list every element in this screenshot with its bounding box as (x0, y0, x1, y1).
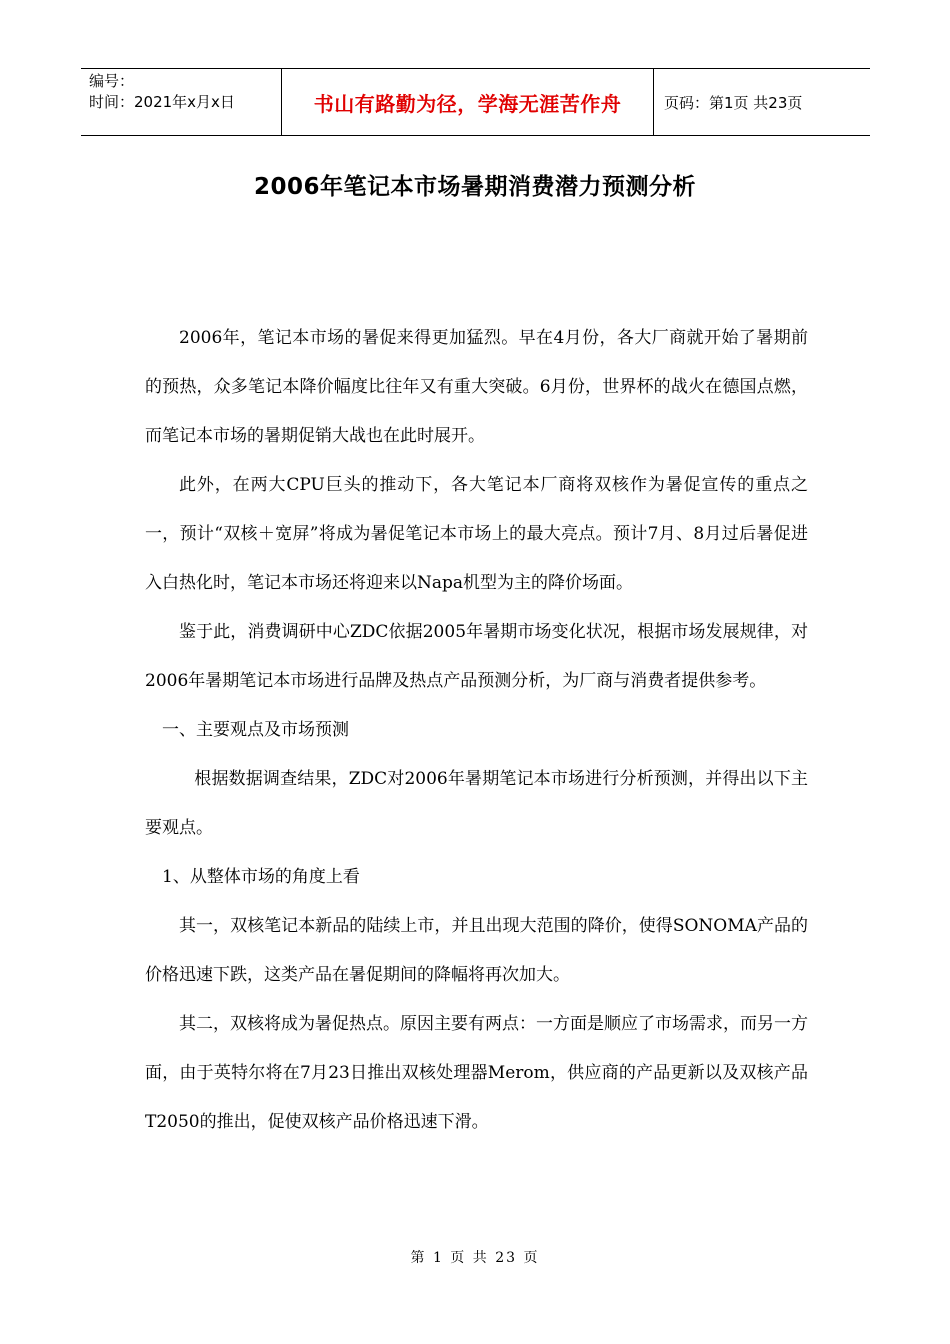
paragraph: 2006年，笔记本市场的暑促来得更加猛烈。早在4月份，各大厂商就开始了暑期前的预热，众多笔记本降价幅度比往年又有重大突破。6月份，世界杯的战火在德国点燃，而笔记本市场的暑期促销大战也在此时展开。 (145, 328, 808, 446)
document-header (81, 68, 870, 136)
paragraph: 其二，双核将成为暑促热点。原因主要有两点：一方面是顺应了市场需求，而另一方面，由于英特尔将在7月23日推出双核处理器Merom，供应商的产品更新以及双核产品T2050的推出，促使双核产品价格迅速下滑。 (145, 1014, 808, 1132)
paragraph: 鉴于此，消费调研中心ZDC依据2005年暑期市场变化状况，根据市场发展规律，对2006年暑期笔记本市场进行品牌及热点产品预测分析，为厂商与消费者提供参考。 (145, 622, 808, 691)
document-date-label: 时间：2021年x月x日 (89, 93, 235, 111)
document-title: 2006年笔记本市场暑期消费潜力预测分析 (253, 174, 696, 200)
subsection-heading: 1、从整体市场的角度上看 (162, 867, 360, 887)
page-footer: 第 1 页 共 23 页 (410, 1250, 540, 1266)
header-page-info: 页码：第1页 共23页 (664, 93, 803, 112)
paragraph: 其一，双核笔记本新品的陆续上市，并且出现大范围的降价，使得SONOMA产品的价格迅速下跌，这类产品在暑促期间的降幅将再次加大。 (145, 916, 808, 985)
header-motto: 书山有路勤为径，学海无涯苦作舟 (281, 69, 654, 135)
paragraph: 根据数据调查结果，ZDC对2006年暑期笔记本市场进行分析预测，并得出以下主要观点。 (145, 769, 808, 838)
document-body (145, 314, 808, 1147)
header-meta-cell (81, 69, 281, 135)
section-heading: 一、主要观点及市场预测 (162, 720, 349, 740)
paragraph: 此外，在两大CPU巨头的推动下，各大笔记本厂商将双核作为暑促宣传的重点之一，预计“双核＋宽屏”将成为暑促笔记本市场上的最大亮点。预计7月、8月过后暑促进入白热化时，笔记本市场还将迎来以Napa机型为主的降价场面。 (145, 475, 808, 593)
document-number-label: 编号： (89, 72, 135, 90)
